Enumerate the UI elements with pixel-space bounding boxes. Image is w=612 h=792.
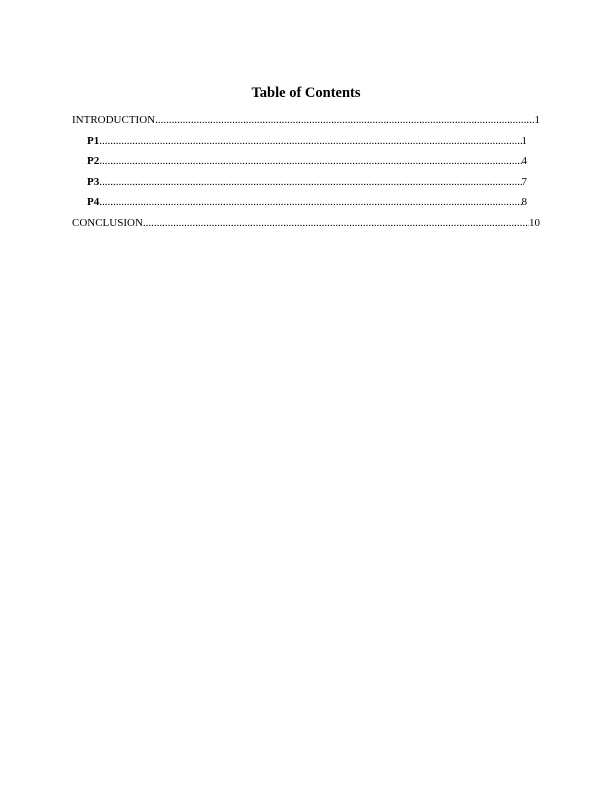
toc-entry-p3[interactable]: [72, 175, 527, 196]
toc-entry-page: 10: [529, 216, 540, 229]
toc-dot-leader: [99, 195, 521, 209]
toc-dot-leader: [155, 113, 534, 127]
toc-entry-label: P2: [87, 155, 100, 168]
toc-title: Table of Contents: [251, 85, 361, 101]
toc-dot-leader: [99, 154, 521, 168]
toc-dot-leader: [99, 175, 521, 189]
toc-entry-p1[interactable]: [72, 134, 527, 155]
toc-entry-page: 1: [521, 134, 527, 147]
toc-dot-leader: [99, 134, 521, 148]
toc-entry-p2[interactable]: [72, 154, 527, 175]
toc-entry-label: P1: [87, 134, 100, 147]
toc-dot-leader: [143, 216, 529, 230]
toc-entry-p4[interactable]: [72, 195, 527, 216]
toc-entry-label: P4: [87, 196, 100, 209]
toc-entry-page: 1: [534, 114, 540, 126]
toc-list: [72, 113, 542, 237]
toc-entry-page: 7: [521, 175, 527, 188]
toc-entry-page: 8: [521, 196, 527, 209]
toc-entry-conclusion[interactable]: [72, 216, 540, 237]
toc-entry-introduction[interactable]: [72, 113, 540, 134]
toc-entry-label: P3: [87, 175, 100, 188]
toc-entry-label: CONCLUSION: [72, 216, 143, 229]
toc-entry-page: 4: [521, 155, 527, 168]
toc-entry-label: INTRODUCTION: [72, 114, 156, 126]
